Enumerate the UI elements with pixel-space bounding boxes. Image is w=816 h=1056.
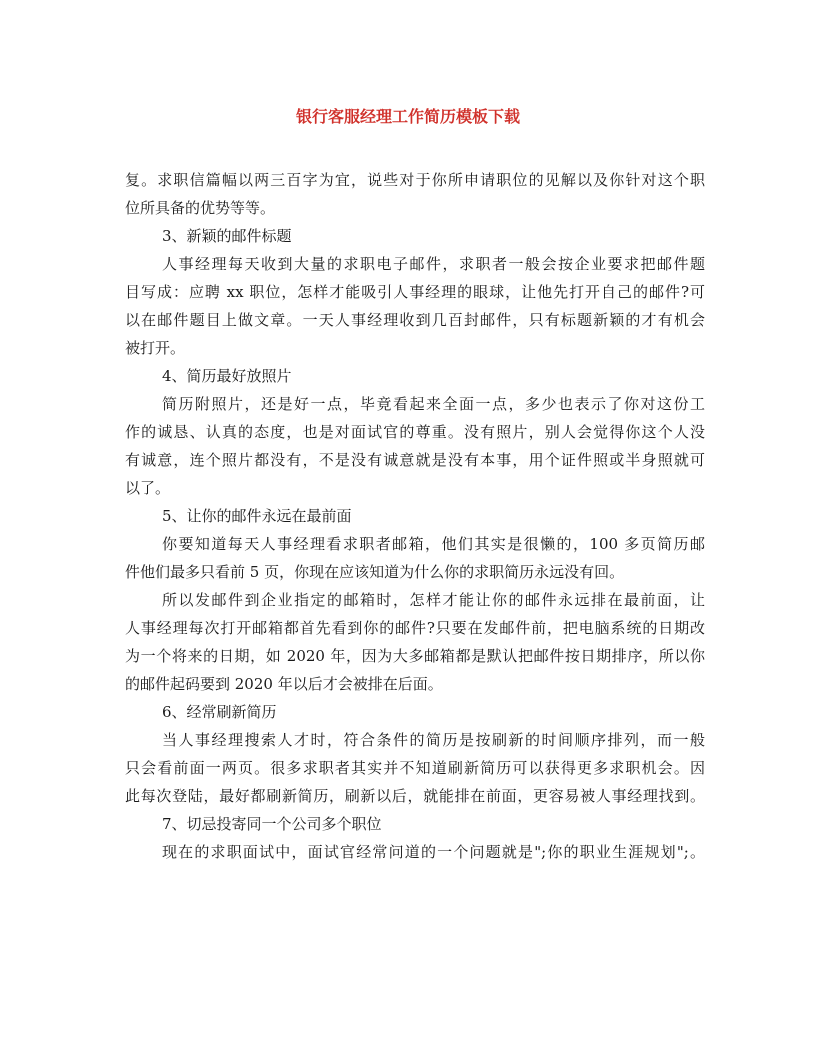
paragraph-line: 以在邮件题目上做文章。一天人事经理收到几百封邮件，只有标题新颖的才有机会 (125, 311, 705, 329)
paragraph-line: 现在的求职面试中，面试官经常问道的一个问题就是";你的职业生涯规划";。 (162, 843, 705, 861)
paragraph-line: 的邮件起码要到 2020 年以后才会被排在后面。 (125, 675, 443, 693)
paragraph-line: 当人事经理搜索人才时，符合条件的简历是按刷新的时间顺序排列，而一般 (162, 731, 705, 749)
paragraph-line: 位所具备的优势等等。 (125, 199, 276, 217)
paragraph-line: 人事经理每天收到大量的求职电子邮件，求职者一般会按企业要求把邮件题 (162, 255, 705, 273)
section-heading: 4、简历最好放照片 (162, 367, 292, 385)
paragraph-line: 以了。 (125, 479, 171, 497)
paragraph-line: 只会看前面一两页。很多求职者其实并不知道刷新简历可以获得更多求职机会。因 (125, 759, 705, 777)
paragraph-line: 人事经理每次打开邮箱都首先看到你的邮件?只要在发邮件前，把电脑系统的日期改 (125, 619, 705, 637)
paragraph-line: 目写成：应聘 xx 职位，怎样才能吸引人事经理的眼球，让他先打开自己的邮件?可 (125, 283, 705, 301)
document-body (125, 166, 705, 866)
section-heading: 6、经常刷新简历 (162, 703, 277, 721)
paragraph-line: 所以发邮件到企业指定的邮箱时，怎样才能让你的邮件永远排在最前面，让 (162, 591, 705, 609)
paragraph-line: 作的诚恳、认真的态度，也是对面试官的尊重。没有照片，别人会觉得你这个人没 (125, 423, 705, 441)
paragraph-line: 有诚意，连个照片都没有，不是没有诚意就是没有本事，用个证件照或半身照就可 (125, 451, 705, 469)
paragraph-line: 此每次登陆，最好都刷新简历，刷新以后，就能排在前面，更容易被人事经理找到。 (125, 787, 705, 805)
section-heading: 7、切忌投寄同一个公司多个职位 (162, 815, 382, 833)
paragraph-line: 被打开。 (125, 339, 186, 357)
paragraph-line: 为一个将来的日期，如 2020 年，因为大多邮箱都是默认把邮件按日期排序，所以你 (125, 647, 705, 665)
paragraph-line: 你要知道每天人事经理看求职者邮箱，他们其实是很懒的，100 多页简历邮 (162, 535, 705, 553)
paragraph-line: 简历附照片，还是好一点，毕竟看起来全面一点，多少也表示了你对这份工 (162, 395, 705, 413)
paragraph-line: 复。求职信篇幅以两三百字为宜，说些对于你所申请职位的见解以及你针对这个职 (125, 171, 705, 189)
section-heading: 5、让你的邮件永远在最前面 (162, 507, 352, 525)
document-title: 银行客服经理工作简历模板下载 (295, 107, 520, 126)
section-heading: 3、新颖的邮件标题 (162, 227, 292, 245)
paragraph-line: 件他们最多只看前 5 页，你现在应该知道为什么你的求职简历永远没有回。 (125, 563, 625, 581)
